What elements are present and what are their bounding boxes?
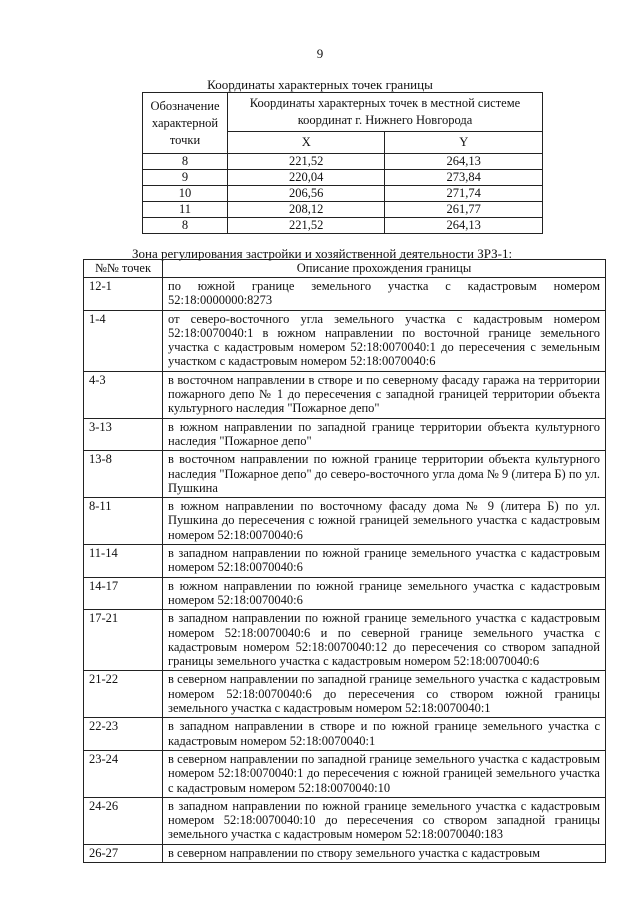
coord-x: 221,52 — [228, 218, 385, 234]
zone-table — [83, 259, 606, 863]
coord-row — [143, 154, 543, 170]
header-coords: Координаты характерных точек в местной системе координат г. Нижнего Новгорода — [228, 93, 543, 132]
coord-x: 221,52 — [228, 154, 385, 170]
zone-row — [84, 797, 606, 844]
zone-points: 3-13 — [84, 418, 163, 451]
coord-row — [143, 202, 543, 218]
header-description: Описание прохождения границы — [163, 260, 606, 278]
header-point: Обозначение характерной точки — [143, 93, 228, 154]
zone-points: 14-17 — [84, 577, 163, 610]
header-x: X — [228, 132, 385, 154]
zone-points: 11-14 — [84, 545, 163, 578]
zone-description: в западном направлении по южной границе земельного участка с кадастровым номером 52:18:0070040:6 — [163, 545, 606, 578]
zone-description: в восточном направлении в створе и по северному фасаду гаража на территории пожарного депо № 1 до пересечения с западной границей территории объекта культурного наследия "Пожарное депо" — [163, 371, 606, 418]
coord-point: 8 — [143, 218, 228, 234]
header-points: №№ точек — [84, 260, 163, 278]
coord-y: 261,77 — [385, 202, 543, 218]
zone-row — [84, 278, 606, 311]
zone-description: от северо-восточного угла земельного участка с кадастровым номером 52:18:0070040:1 в южном направлении по восточной границе земельного участка с кадастровым номером 52:18:0070040:1 до пересечения с земельным участком с кадастровым номером 52:18:0070040:6 — [163, 310, 606, 371]
zone-row — [84, 671, 606, 718]
zone-row — [84, 310, 606, 371]
zone-description: в западном направлении по южной границе земельного участка с кадастровым номером 52:18:0070040:6 и по северной границе земельного участка с кадастровым номером 52:18:0070040:12 до пересечения со створом западной границы земельного участка с кадастровым номером 52:18:0070040:6 — [163, 610, 606, 671]
coord-x: 208,12 — [228, 202, 385, 218]
coord-x: 206,56 — [228, 186, 385, 202]
zone-points: 1-4 — [84, 310, 163, 371]
coord-point: 8 — [143, 154, 228, 170]
coord-point: 10 — [143, 186, 228, 202]
coordinates-body — [143, 154, 543, 234]
zone-points: 26-27 — [84, 844, 163, 862]
page-number: 9 — [316, 46, 324, 61]
zone-description: в южном направлении по южной границе земельного участка с кадастровым номером 52:18:0070040:6 — [163, 577, 606, 610]
header-y: Y — [385, 132, 543, 154]
zone-row — [84, 418, 606, 451]
zone-description: в северном направлении по западной границе земельного участка с кадастровым номером 52:18:0070040:6 до пересечения со створом южной границы земельного участка с кадастровым номером 52:18:0070040:1 — [163, 671, 606, 718]
coord-row — [143, 218, 543, 234]
zone-row — [84, 844, 606, 862]
zone-row — [84, 451, 606, 498]
zone-row — [84, 545, 606, 578]
zone-points: 4-3 — [84, 371, 163, 418]
zone-row — [84, 718, 606, 751]
zone-body — [84, 278, 606, 863]
zone-description: по южной границе земельного участка с кадастровым номером 52:18:0000000:8273 — [163, 278, 606, 311]
coord-row — [143, 186, 543, 202]
zone-row — [84, 610, 606, 671]
zone-description: в западном направлении по южной границе земельного участка с кадастровым номером 52:18:0070040:10 до пересечения со створом западной границы земельного участка с кадастровым номером 52:18:0070040:183 — [163, 797, 606, 844]
coordinates-table — [142, 92, 543, 234]
coord-y: 264,13 — [385, 218, 543, 234]
zone-row — [84, 750, 606, 797]
zone-description: в северном направлении по створу земельного участка с кадастровым — [163, 844, 606, 862]
coord-point: 11 — [143, 202, 228, 218]
zone-points: 21-22 — [84, 671, 163, 718]
zone-description: в западном направлении в створе и по южной границе земельного участка с кадастровым номером 52:18:0070040:1 — [163, 718, 606, 751]
zone-points: 13-8 — [84, 451, 163, 498]
zone-description: в южном направлении по западной границе территории объекта культурного наследия "Пожарное депо" — [163, 418, 606, 451]
zone-title: Зона регулирования застройки и хозяйственной деятельности ЗРЗ-1: — [132, 246, 513, 261]
zone-points: 12-1 — [84, 278, 163, 311]
zone-points: 22-23 — [84, 718, 163, 751]
zone-row — [84, 498, 606, 545]
coordinates-caption: Координаты характерных точек границы — [207, 77, 433, 92]
zone-points: 24-26 — [84, 797, 163, 844]
coord-y: 273,84 — [385, 170, 543, 186]
coord-row — [143, 170, 543, 186]
zone-points: 8-11 — [84, 498, 163, 545]
coord-point: 9 — [143, 170, 228, 186]
zone-row — [84, 577, 606, 610]
zone-points: 17-21 — [84, 610, 163, 671]
zone-points: 23-24 — [84, 750, 163, 797]
coord-y: 264,13 — [385, 154, 543, 170]
coord-x: 220,04 — [228, 170, 385, 186]
zone-row — [84, 371, 606, 418]
zone-description: в южном направлении по восточному фасаду дома № 9 (литера Б) по ул. Пушкина до пересечения с южной границей земельного участка с кадастровым номером 52:18:0070040:6 — [163, 498, 606, 545]
zone-description: в восточном направлении по южной границе территории объекта культурного наследия "Пожарное депо" до северо-восточного угла дома № 9 (литера Б) по ул. Пушкина — [163, 451, 606, 498]
zone-description: в северном направлении по западной границе земельного участка с кадастровым номером 52:18:0070040:1 до пересечения с южной границей земельного участка с кадастровым номером 52:18:0070040:10 — [163, 750, 606, 797]
coord-y: 271,74 — [385, 186, 543, 202]
